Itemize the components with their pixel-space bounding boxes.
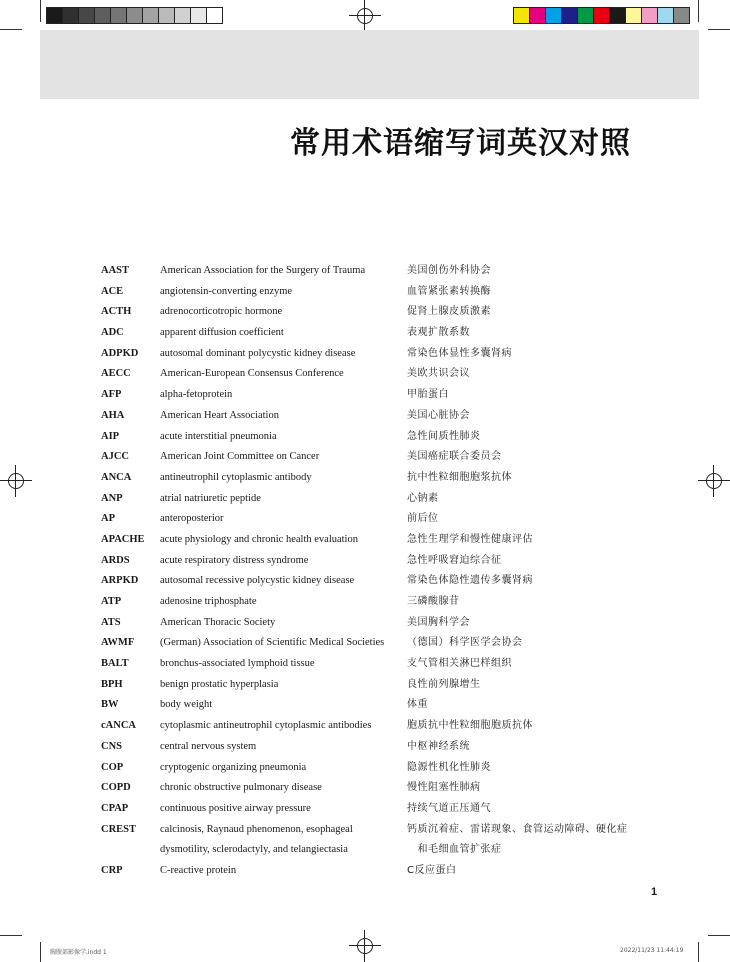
term-abbreviation: CNS [101,740,123,752]
color-swatch [514,8,530,23]
term-chinese: 心钠素 [407,492,439,504]
page-number: 1 [651,886,658,898]
term-row [101,799,661,820]
term-english: central nervous system [160,740,257,752]
term-english: apparent diffusion coefficient [160,327,284,339]
term-abbreviation: BALT [101,658,129,670]
term-row [101,302,661,323]
term-row [101,778,661,799]
term-row [101,261,661,282]
color-swatch [546,8,562,23]
term-row [101,633,661,654]
term-row [101,551,661,572]
crop-mark [40,0,41,22]
term-english: autosomal dominant polycystic kidney disease [160,347,356,359]
crop-mark [708,935,730,936]
grayscale-calibration-bar [46,7,223,24]
term-chinese: 急性呼吸窘迫综合征 [407,554,502,566]
term-english: cryptogenic organizing pneumonia [160,761,307,773]
term-english: angiotensin-converting enzyme [160,285,293,297]
term-english: C-reactive protein [160,864,237,876]
term-english: adrenocorticotropic hormone [160,306,283,318]
term-abbreviation: ADC [101,327,124,339]
registration-mark-bottom [349,930,381,962]
gray-swatch [79,8,95,23]
footer-timestamp: 2022/11/23 11:44:19 [620,947,684,954]
term-english: anteroposterior [160,513,224,525]
term-chinese: 良性前列腺增生 [407,678,481,690]
term-english: alpha-fetoprotein [160,389,233,401]
gray-swatch [63,8,79,23]
term-english: American Heart Association [160,409,279,421]
term-row [101,613,661,634]
color-calibration-bar [513,7,690,24]
color-swatch [658,8,674,23]
page-title: 常用术语缩写词英汉对照 [290,126,631,161]
term-abbreviation: CRP [101,864,123,876]
term-row [101,489,661,510]
term-english: adenosine triphosphate [160,596,257,607]
term-abbreviation: ACTH [101,306,132,318]
term-english: atrial natriuretic peptide [160,492,261,504]
term-english: (German) Association of Scientific Medical Societies [160,637,385,649]
term-english: acute respiratory distress syndrome [160,554,309,566]
term-abbreviation: AP [101,513,115,525]
term-english: bronchus-associated lymphoid tissue [160,658,315,670]
term-row [101,758,661,779]
term-row [101,820,661,841]
term-chinese: 隐源性机化性肺炎 [407,761,491,773]
crop-mark [40,942,41,962]
term-abbreviation: AAST [101,265,130,276]
term-row [101,385,661,406]
term-row [101,427,661,448]
term-chinese: 表观扩散系数 [407,327,470,339]
gray-swatch [159,8,175,23]
term-row [101,364,661,385]
term-chinese: 血管紧张素转换酶 [407,285,491,297]
term-chinese: 胞质抗中性粒细胞胞质抗体 [407,720,533,732]
color-swatch [610,8,626,23]
term-chinese: 促肾上腺皮质激素 [407,306,491,318]
footer-filename: 胸腹部影像学.indd 1 [50,949,107,956]
term-abbreviation: BW [101,699,119,711]
term-english: dysmotility, sclerodactyly, and telangiectasia [160,844,348,856]
term-abbreviation: AIP [101,430,120,442]
term-chinese: 美国癌症联合委员会 [407,451,502,463]
term-abbreviation: ACE [101,285,124,297]
term-chinese: 支气管相关淋巴样组织 [407,658,512,670]
gray-swatch [47,8,63,23]
gray-swatch [127,8,143,23]
gray-swatch [175,8,191,23]
term-english: American Association for the Surgery of Trauma [160,265,366,276]
term-abbreviation: APACHE [101,533,145,545]
term-abbreviation: AJCC [101,451,129,463]
term-chinese: 前后位 [407,513,439,525]
term-chinese: 美欧共识会议 [407,368,470,380]
header-band [40,30,699,99]
term-row [101,323,661,344]
term-abbreviation: AFP [101,389,122,401]
term-abbreviation: AECC [101,368,131,380]
term-chinese: 钙质沉着症、雷诺现象、食管运动障碍、硬化症 [407,823,628,835]
term-abbreviation: COPD [101,782,131,794]
term-chinese: 和毛细血管扩张症 [407,844,502,856]
term-row [101,592,661,613]
color-swatch [642,8,658,23]
term-row [101,509,661,530]
term-abbreviation: ANP [101,492,123,504]
term-chinese: 体重 [407,699,428,711]
term-chinese: 美国胸科学会 [407,616,470,628]
term-abbreviation: CPAP [101,802,129,814]
term-abbreviation: AHA [101,409,125,421]
term-row [101,406,661,427]
term-chinese: 抗中性粒细胞胞浆抗体 [407,471,512,483]
crop-mark [698,0,699,22]
color-swatch [530,8,546,23]
gray-swatch [111,8,127,23]
term-row [101,654,661,675]
gray-swatch [143,8,159,23]
term-abbreviation: cANCA [101,720,136,732]
term-abbreviation: ARPKD [101,575,139,587]
crop-mark [708,29,730,30]
term-chinese: 甲胎蛋白 [407,389,449,401]
term-row [101,447,661,468]
term-chinese: 中枢神经系统 [407,740,470,752]
registration-mark-right [698,465,730,497]
term-chinese: 美国创伤外科协会 [407,265,491,276]
color-swatch [594,8,610,23]
term-chinese: 常染色体隐性遗传多囊肾病 [407,575,533,587]
term-chinese: 急性生理学和慢性健康评估 [407,533,533,545]
term-english: American Joint Committee on Cancer [160,451,320,463]
gray-swatch [191,8,207,23]
term-english: acute physiology and chronic health evaluation [160,533,358,545]
term-chinese: 持续气道正压通气 [407,802,491,814]
term-english: American Thoracic Society [160,616,276,628]
term-row [101,695,661,716]
term-english: antineutrophil cytoplasmic antibody [160,471,312,483]
term-row [101,840,661,861]
term-abbreviation: AWMF [101,637,135,649]
term-abbreviation: ADPKD [101,347,139,359]
term-english: body weight [160,699,213,711]
term-chinese: （德国）科学医学会协会 [407,637,523,649]
term-english: benign prostatic hyperplasia [160,678,279,690]
term-english: chronic obstructive pulmonary disease [160,782,322,794]
term-chinese: 慢性阻塞性肺病 [407,782,481,794]
term-row [101,571,661,592]
crop-mark [0,935,22,936]
term-chinese: 美国心脏协会 [407,409,470,421]
color-swatch [578,8,594,23]
registration-mark-top [349,0,381,32]
term-english: calcinosis, Raynaud phenomenon, esophageal [160,823,353,835]
term-english: acute interstitial pneumonia [160,430,277,442]
term-row [101,468,661,489]
registration-mark-left [0,465,32,497]
term-abbreviation: CREST [101,823,137,835]
term-abbreviation: ANCA [101,471,132,483]
gray-swatch [207,8,222,23]
term-row [101,861,661,882]
term-abbreviation: ARDS [101,554,130,566]
term-chinese: 常染色体显性多囊肾病 [407,347,512,359]
term-row [101,737,661,758]
term-chinese: C反应蛋白 [407,864,457,876]
crop-mark [698,942,699,962]
abbreviation-list [101,261,661,882]
term-english: autosomal recessive polycystic kidney disease [160,575,355,587]
term-row [101,344,661,365]
term-row [101,282,661,303]
term-chinese: 三磷酸腺苷 [407,596,460,607]
term-abbreviation: ATS [101,616,121,628]
crop-mark [0,29,22,30]
gray-swatch [95,8,111,23]
color-swatch [674,8,689,23]
term-row [101,716,661,737]
term-english: continuous positive airway pressure [160,802,311,814]
term-english: American-European Consensus Conference [160,368,344,380]
color-swatch [626,8,642,23]
color-swatch [562,8,578,23]
term-chinese: 急性间质性肺炎 [407,430,481,442]
term-row [101,530,661,551]
term-row [101,675,661,696]
term-english: cytoplasmic antineutrophil cytoplasmic antibodies [160,720,372,732]
term-abbreviation: ATP [101,596,122,607]
term-abbreviation: BPH [101,678,123,690]
term-abbreviation: COP [101,761,124,773]
